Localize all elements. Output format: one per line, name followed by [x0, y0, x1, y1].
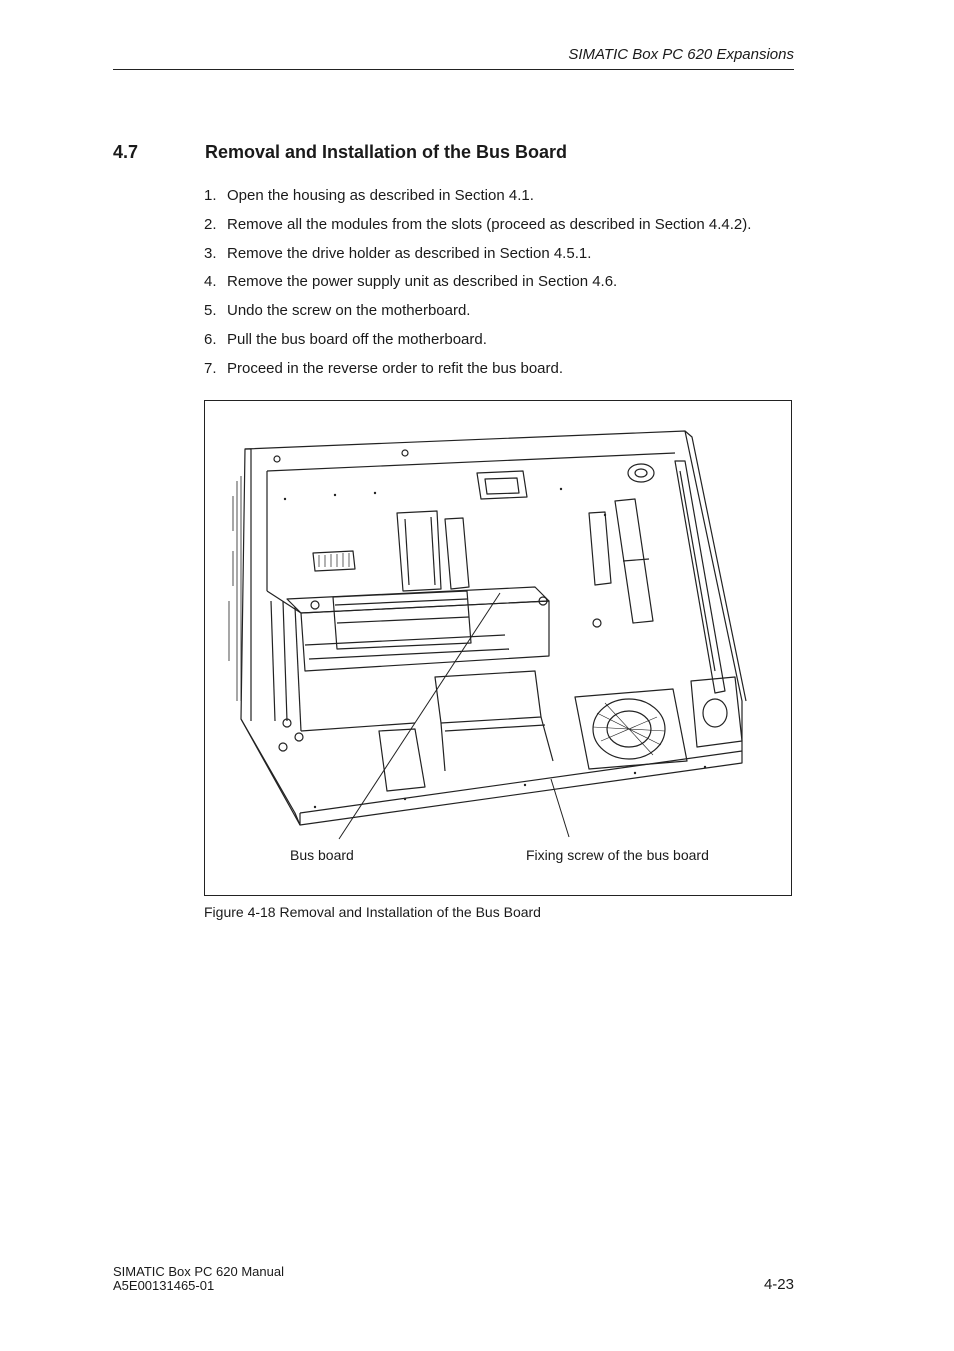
- step-text: Open the housing as described in Section 4.1.: [227, 187, 534, 204]
- section-number: 4.7: [113, 142, 139, 162]
- footer-manual-info: [113, 1265, 284, 1293]
- pc-housing-drawing: [205, 401, 791, 895]
- page-number: 4-23: [763, 1276, 794, 1293]
- step-number: 1.: [204, 187, 217, 204]
- step-item: [204, 330, 751, 359]
- section-title: Removal and Installation of the Bus Board: [205, 142, 568, 162]
- step-item: [204, 186, 751, 215]
- step-number: 2.: [204, 215, 217, 233]
- callout-bus-board: Bus board: [290, 847, 354, 863]
- procedure-steps: [204, 186, 751, 388]
- step-text: Remove the drive holder as described in Section 4.5.1.: [227, 244, 592, 262]
- callout-fixing-screw: Fixing screw of the bus board: [526, 847, 709, 863]
- footer-doc-number: A5E00131465-01: [113, 1278, 215, 1293]
- running-head: SIMATIC Box PC 620 Expansions: [568, 46, 794, 63]
- step-text: Remove all the modules from the slots (proceed as described in Section 4.4.2).: [227, 215, 752, 233]
- step-text: Undo the screw on the motherboard.: [227, 302, 471, 320]
- step-number: 6.: [204, 330, 217, 348]
- figure-frame: [204, 400, 792, 896]
- step-item: [204, 359, 751, 388]
- footer-manual-title: SIMATIC Box PC 620 Manual: [113, 1264, 284, 1279]
- step-item: [204, 244, 751, 273]
- step-item: [204, 215, 751, 244]
- step-text: Proceed in the reverse order to refit the bus board.: [227, 359, 564, 377]
- figure-caption: Figure 4-18 Removal and Installation of the Bus Board: [204, 904, 541, 920]
- header-rule: [113, 69, 794, 70]
- step-text: Remove the power supply unit as described in Section 4.6.: [227, 273, 618, 291]
- step-number: 7.: [204, 359, 217, 377]
- step-item: [204, 272, 751, 301]
- step-number: 5.: [204, 302, 217, 320]
- step-number: 3.: [204, 244, 217, 262]
- step-text: Pull the bus board off the motherboard.: [227, 330, 487, 348]
- step-item: [204, 301, 751, 330]
- step-number: 4.: [204, 273, 217, 291]
